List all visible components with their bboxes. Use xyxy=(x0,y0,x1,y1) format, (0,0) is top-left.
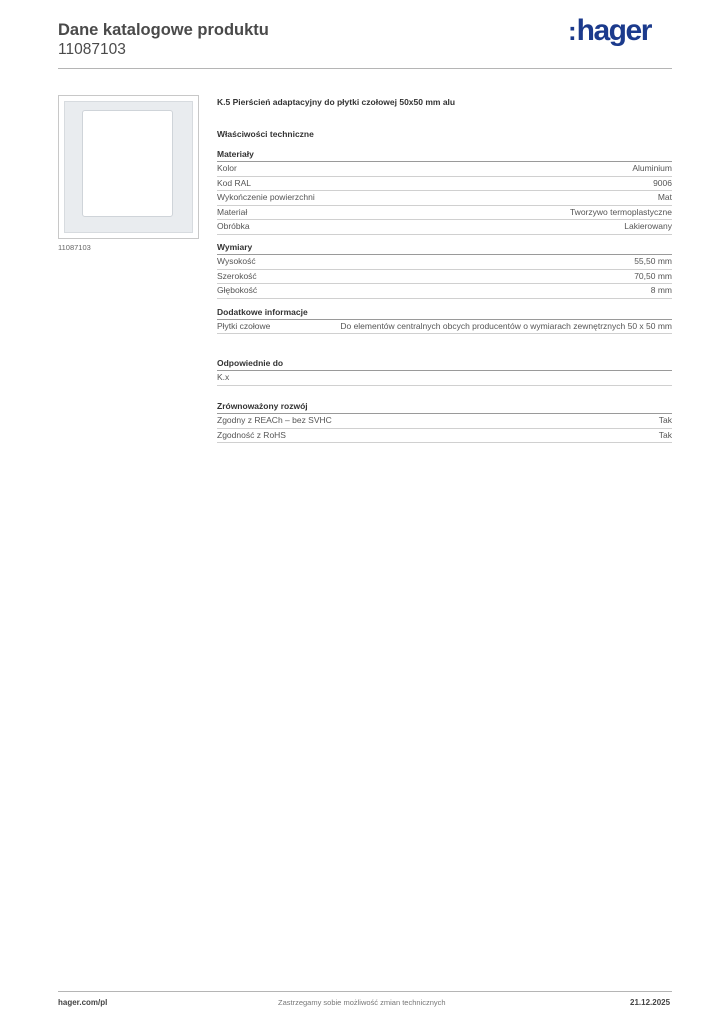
frame-outer-shape xyxy=(64,101,193,233)
product-image xyxy=(58,95,199,239)
spec-row xyxy=(217,177,672,192)
technical-properties-heading: Właściwości techniczne xyxy=(217,129,314,139)
spec-row xyxy=(217,371,672,386)
spec-label: Obróbka xyxy=(217,221,250,232)
section-dimensions xyxy=(217,242,672,299)
spec-row xyxy=(217,191,672,206)
spec-value: Mat xyxy=(657,192,672,203)
spec-row xyxy=(217,284,672,299)
spec-value: 70,50 mm xyxy=(634,270,672,281)
spec-value: Tworzywo termoplastyczne xyxy=(569,206,672,217)
document-header xyxy=(58,20,269,59)
spec-label: Zgodność z RoHS xyxy=(217,429,286,440)
spec-label: K.x xyxy=(217,372,230,383)
section-title: Dodatkowe informacje xyxy=(217,307,672,320)
spec-label: Głębokość xyxy=(217,285,258,296)
document-title: Dane katalogowe produktu xyxy=(58,21,269,39)
section-title: Wymiary xyxy=(217,242,672,255)
product-title: K.5 Pierścień adaptacyjny do płytki czołowej 50x50 mm alu xyxy=(217,97,456,107)
spec-label: Wysokość xyxy=(217,255,256,266)
spec-value: Do elementów centralnych obcych producentów o wymiarach zewnętrznych 50 x 50 mm xyxy=(340,320,672,331)
spec-row xyxy=(217,429,672,444)
spec-value: 8 mm xyxy=(650,285,672,296)
spec-content xyxy=(217,95,672,443)
section-title: Zrównoważony rozwój xyxy=(217,401,672,414)
logo-text: hager xyxy=(576,14,651,47)
spec-label: Płytki czołowe xyxy=(217,320,271,331)
spec-label: Kolor xyxy=(217,163,237,173)
section-materials xyxy=(217,149,672,235)
spec-row xyxy=(217,206,672,221)
spec-value: Tak xyxy=(658,429,672,440)
spec-label: Kod RAL xyxy=(217,177,252,188)
spec-label: Materiał xyxy=(217,206,248,217)
footer-divider xyxy=(58,991,672,992)
spec-row xyxy=(217,220,672,235)
spec-label: Szerokość xyxy=(217,270,257,281)
spec-value: Aluminium xyxy=(632,163,672,173)
product-code: 11087103 xyxy=(58,41,126,58)
section-additional-info xyxy=(217,307,672,335)
spec-value: Lakierowany xyxy=(624,221,672,232)
spec-row xyxy=(217,270,672,285)
header-divider xyxy=(58,68,672,69)
spec-row xyxy=(217,162,672,177)
section-title: Odpowiednie do xyxy=(217,358,672,371)
hager-logo: :hager xyxy=(568,14,651,47)
footer-disclaimer: Zastrzegamy sobie możliwość zmian technicznych xyxy=(278,998,446,1007)
section-suitable-for xyxy=(217,358,672,386)
spec-row xyxy=(217,320,672,335)
spec-row xyxy=(217,255,672,270)
frame-opening-shape xyxy=(82,110,173,217)
image-caption: 11087103 xyxy=(58,243,91,252)
spec-label: Zgodny z REACh – bez SVHC xyxy=(217,414,332,425)
section-sustainability xyxy=(217,401,672,443)
footer-website-link[interactable]: hager.com/pl xyxy=(58,998,108,1007)
footer-date: 21.12.2025 xyxy=(630,998,671,1007)
section-title: Materiały xyxy=(217,149,672,162)
spec-value: Tak xyxy=(658,414,672,425)
spec-value: 55,50 mm xyxy=(634,255,672,266)
spec-value: 9006 xyxy=(653,177,672,188)
spec-label: Wykończenie powierzchni xyxy=(217,192,315,203)
spec-row xyxy=(217,414,672,429)
